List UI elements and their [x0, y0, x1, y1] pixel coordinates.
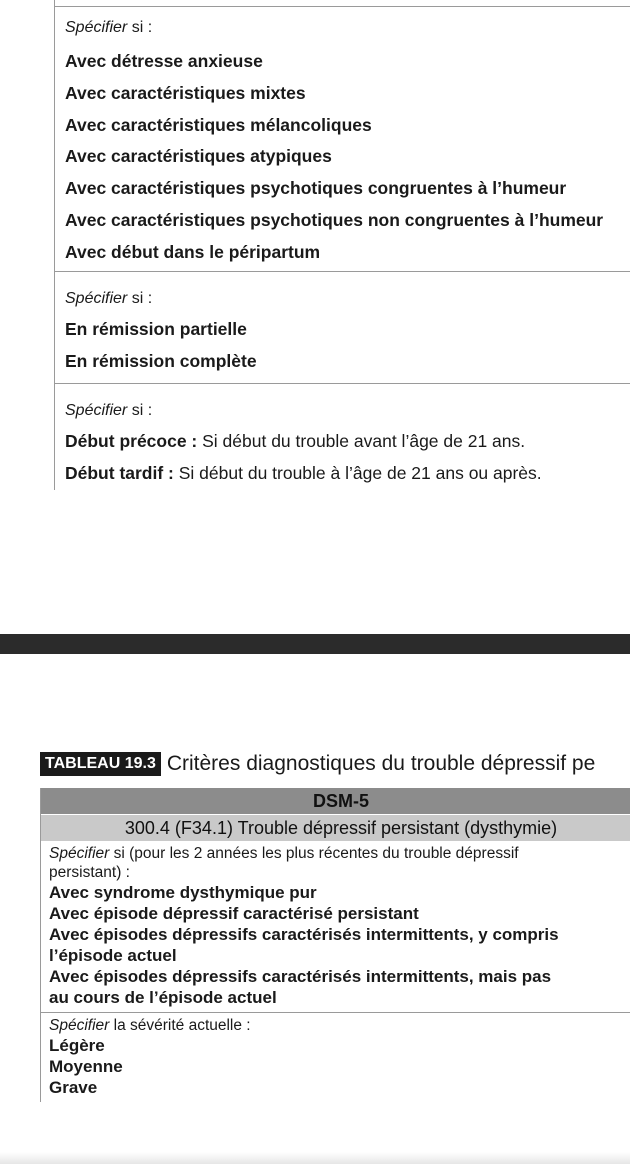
list-item: Avec épisode dépressif caractérisé persistant [49, 904, 419, 923]
table-header: DSM-5 [41, 788, 630, 814]
onset-late: Début tardif : Si début du trouble à l’âge de 21 ans ou après. [65, 463, 542, 483]
page-separator [0, 634, 630, 654]
specifier-section-features [55, 6, 630, 272]
specifier-section-onset [55, 383, 630, 491]
table-title: Critères diagnostiques du trouble dépressif pe [166, 752, 596, 775]
list-item: Moyenne [49, 1057, 123, 1076]
list-item: Avec syndrome dysthymique pur [49, 883, 317, 902]
specify-label: Spécifier si : [65, 290, 153, 307]
list-item: Avec détresse anxieuse [65, 51, 263, 71]
list-item: Avec caractéristiques psychotiques non congruentes à l’humeur [65, 210, 604, 230]
specify-label: Spécifier si (pour les 2 années les plus récentes du trouble dépressif persistant) : [49, 845, 519, 881]
specifier-block-course [41, 841, 630, 1012]
list-item: Grave [49, 1078, 98, 1097]
list-item: En rémission partielle [65, 319, 247, 339]
list-item: Légère [49, 1036, 105, 1055]
table-subheader: 300.4 (F34.1) Trouble dépressif persistant (dysthymie) [41, 814, 630, 841]
specify-label: Spécifier si : [65, 402, 153, 419]
specifier-section-remission [55, 271, 630, 384]
list-item: Avec caractéristiques mixtes [65, 83, 306, 103]
lower-page [0, 654, 630, 1164]
list-item: Avec caractéristiques atypiques [65, 146, 332, 166]
table-caption [40, 752, 595, 778]
list-item: Avec épisodes dépressifs caractérisés intermittents, y compris l’épisode actuel [49, 925, 559, 965]
list-item: Avec début dans le péripartum [65, 242, 321, 262]
onset-early: Début précoce : Si début du trouble avant l’âge de 21 ans. [65, 431, 526, 451]
specify-label: Spécifier la sévérité actuelle : [49, 1017, 251, 1034]
list-item: En rémission complète [65, 351, 257, 371]
specifiers-table [54, 0, 630, 490]
dsm5-table [40, 788, 630, 1102]
table-number-badge: TABLEAU 19.3 [40, 752, 161, 776]
list-item: Avec caractéristiques psychotiques congruentes à l’humeur [65, 178, 567, 198]
specify-label: Spécifier si : [65, 19, 153, 36]
list-item: Avec caractéristiques mélancoliques [65, 115, 372, 135]
list-item: Avec épisodes dépressifs caractérisés intermittents, mais pas au cours de l’épisode actuel [49, 967, 552, 1007]
specifier-block-severity [41, 1012, 630, 1102]
page-shadow [0, 1152, 630, 1164]
